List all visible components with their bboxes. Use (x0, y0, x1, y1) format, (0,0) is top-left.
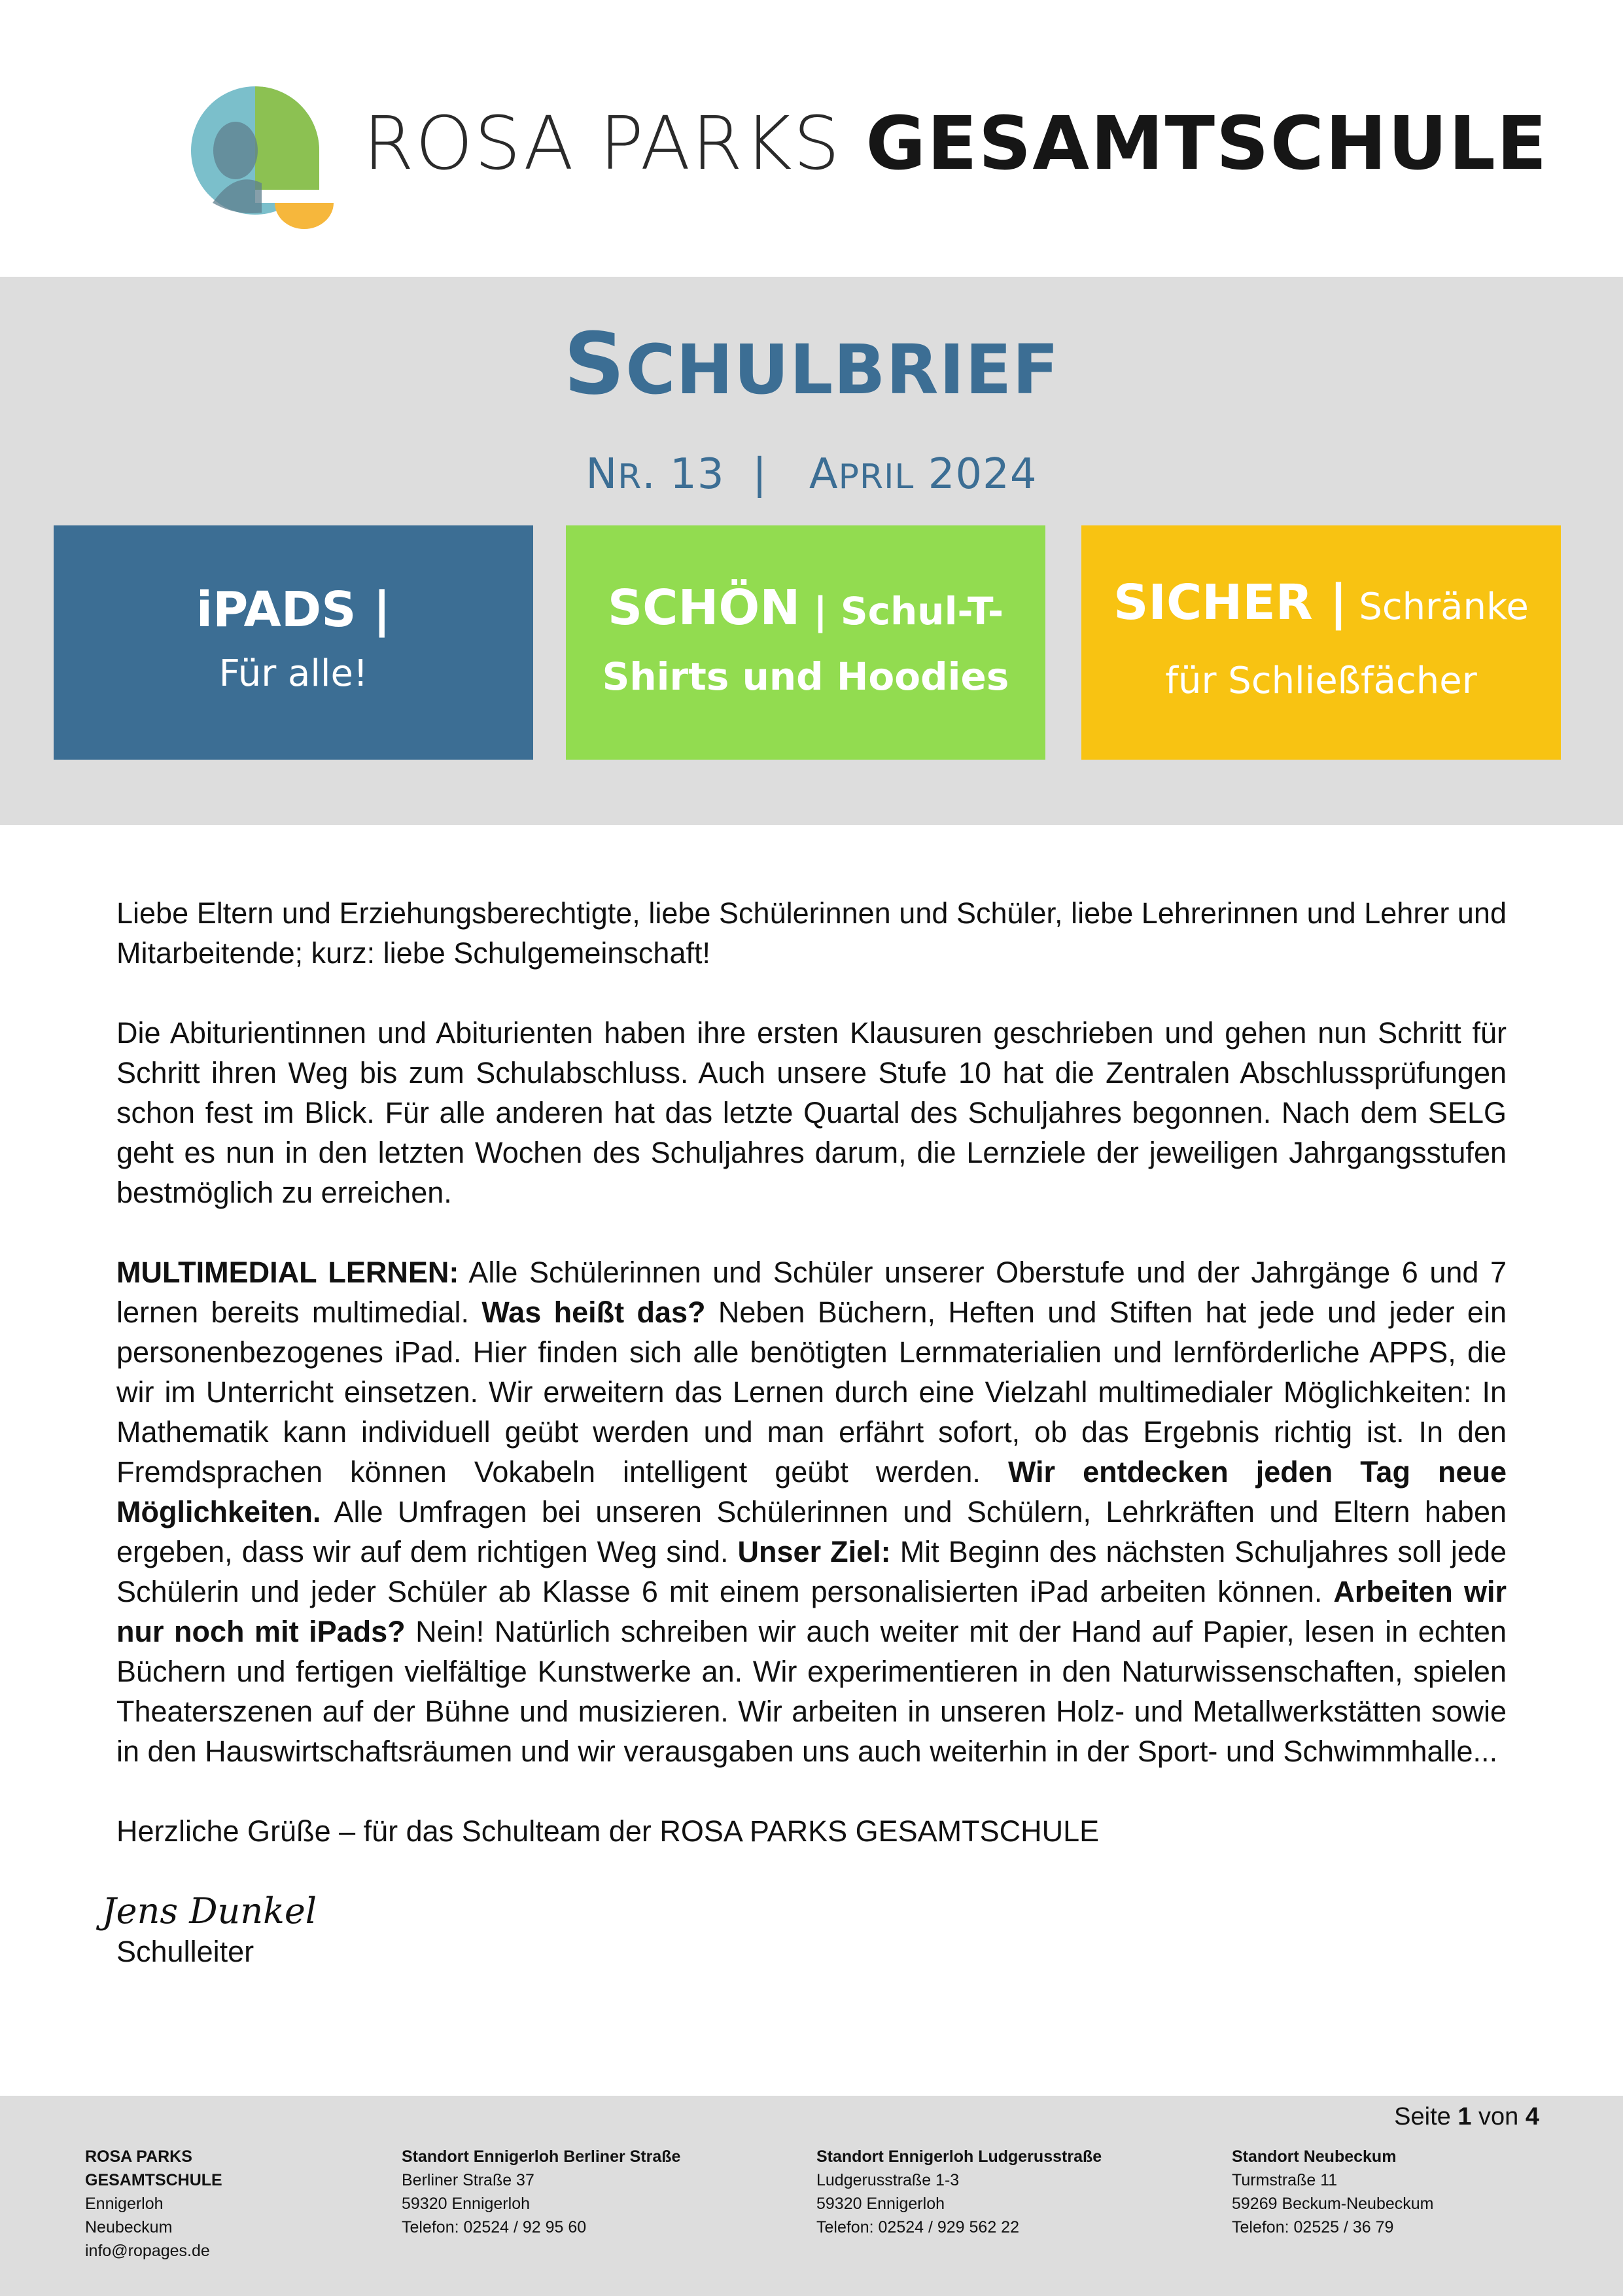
tile-sicher-text-a: Schränke (1347, 586, 1529, 628)
footer-school-name: GESAMTSCHULE (85, 2171, 222, 2189)
bold-run: Arbeiten wir nur noch mit iPads? (116, 1575, 1507, 1648)
footer-text: Berliner Straße 37 (402, 2171, 534, 2189)
bold-run: Was heißt das? (481, 1296, 706, 1329)
letter-body (102, 893, 1507, 2011)
footer-text: Ennigerloh (85, 2195, 164, 2213)
logo-wordmark (363, 101, 1548, 186)
tile-schoen-line1 (608, 576, 1003, 644)
page-current: 1 (1457, 2103, 1472, 2130)
salutation: Liebe Eltern und Erziehungsberechtigte, liebe Schülerinnen und Schüler, liebe Lehrerinnen und Lehrer und Mitarbeitende; kurz: liebe Schulgemeinschaft! (116, 896, 1507, 970)
text-run: Neben Büchern, Heften und Stiften hat jede und jeder ein personenbezogenes iPad. Hier finden sich alle benötigten Lernmaterialien und lernförderliche APPS, die wir im Unterricht einsetzen. Wir erweitern das Lernen durch eine Vielzahl multimedialer Möglichkeiten: In Mathematik kann individuell geübt werden und man erfährt sofort, ob das Ergebnis richtig ist. In den Fremdsprachen können Vokabeln intelligent geübt werden. (116, 1296, 1507, 1489)
page-title (0, 314, 1623, 414)
footer-phone: Telefon: 02524 / 929 562 22 (816, 2218, 1019, 2236)
issue-part: R (618, 457, 642, 497)
signature: Jens Dunkel (102, 1890, 317, 1932)
text-run: Nein! Natürlich schreiben wir auch weiter mit der Hand auf Papier, lesen in echten Büchern und fertigen vielfältige Kunstwerke an. Wir experimentieren in den Naturwissenschaften, spielen Theaterszenen auf der Bühne und musizieren. Wir arbeiten in unseren Holz- und Metallwerkstätten sowie in den Hauswirtschaftsräumen und wir verausgaben uns auch weiterhin in der Sport- und Schwimmhalle... (116, 1615, 1507, 1768)
footer-col-ludgerus (816, 2145, 1102, 2239)
tile-ipads (54, 525, 533, 760)
multimedia-paragraph (116, 1252, 1507, 1771)
tile-sicher-heading: SICHER | (1113, 574, 1348, 631)
issue-part: 2024 (914, 450, 1038, 499)
bold-run: Unser Ziel: (737, 1535, 891, 1568)
signer-role: Schulleiter (116, 1935, 254, 1968)
logo-mark-icon (190, 72, 347, 229)
page-number (1394, 2103, 1539, 2131)
tile-ipads-text: Für alle! (218, 652, 368, 695)
tile-sicher-line1 (1113, 571, 1529, 648)
multimedia-label: MULTIMEDIAL LERNEN: (116, 1256, 459, 1289)
footer-text: 59320 Ennigerloh (816, 2195, 945, 2213)
bold-run: Wir entdecken jeden Tag neue Möglichkeiten. (116, 1455, 1507, 1528)
tile-sicher-text-b: für Schließfächer (1165, 660, 1477, 702)
footer-heading: Standort Neubeckum (1232, 2147, 1397, 2166)
footer-school-name: ROSA PARKS (85, 2147, 192, 2166)
tile-sicher (1081, 525, 1561, 760)
tile-schoen-text-b: Shirts und Hoodies (602, 654, 1009, 699)
logo-text-light: ROSA PARKS (363, 101, 841, 186)
closing-greeting: Herzliche Grüße – für das Schulteam der ROSA PARKS GESAMTSCHULE (116, 1814, 1100, 1848)
tile-ipads-heading: iPADS | (196, 582, 391, 638)
issue-line (0, 450, 1623, 499)
footer-text: Ludgerusstraße 1-3 (816, 2171, 960, 2189)
footer-text: Neubeckum (85, 2218, 173, 2236)
footer-phone: Telefon: 02524 / 92 95 60 (402, 2218, 587, 2236)
footer-heading: Standort Ennigerloh Berliner Straße (402, 2147, 681, 2166)
page-text: von (1471, 2103, 1526, 2130)
school-logo (190, 72, 1548, 229)
tile-schoen-heading: SCHÖN (607, 579, 801, 636)
issue-part: . 13 | (642, 450, 809, 499)
page-text: Seite (1394, 2103, 1458, 2130)
footer-heading: Standort Ennigerloh Ludgerusstraße (816, 2147, 1102, 2166)
footer-col-neubeckum (1232, 2145, 1434, 2239)
logo-text-bold: GESAMTSCHULE (865, 101, 1548, 186)
tile-schoen-text-a: | Schul-T- (800, 588, 1004, 633)
title-initial: S (563, 314, 626, 414)
issue-part: PRIL (838, 457, 915, 497)
footer-col-school (85, 2145, 222, 2263)
footer-email[interactable]: info@ropages.de (85, 2242, 210, 2260)
footer-text: Turmstraße 11 (1232, 2171, 1338, 2189)
footer-text: 59320 Ennigerloh (402, 2195, 530, 2213)
text-run: Alle Umfragen bei unseren Schülerinnen und Schülern, Lehrkräften und Eltern haben ergeben, dass wir auf dem richtigen Weg sind. (116, 1495, 1507, 1568)
footer-text: 59269 Beckum-Neubeckum (1232, 2195, 1434, 2213)
footer-phone: Telefon: 02525 / 36 79 (1232, 2218, 1394, 2236)
tile-schoen (566, 525, 1045, 760)
text-run: Alle Schülerinnen und Schüler unserer Oberstufe und der Jahrgänge 6 und 7 lernen bereits multimedial. (116, 1256, 1507, 1329)
footer-col-berliner (402, 2145, 680, 2239)
title-rest: CHULBRIEF (625, 330, 1060, 410)
intro-paragraph: Die Abiturientinnen und Abiturienten haben ihre ersten Klausuren geschrieben und gehen nun Schritt für Schritt ihren Weg bis zum Schulabschluss. Auch unsere Stufe 10 hat die Zentralen Abschlussprüfungen schon fest im Blick. Für alle anderen hat das letzte Quartal des Schuljahres begonnen. Nach dem SELG geht es nun in den letzten Wochen des Schuljahres darum, die Lernziele der jeweiligen Jahrgangsstufen bestmöglich zu erreichen. (116, 1016, 1507, 1209)
issue-part: N (585, 450, 618, 499)
page-total: 4 (1525, 2103, 1539, 2130)
issue-part: A (809, 450, 839, 499)
text-run: Mit Beginn des nächsten Schuljahres soll jede Schülerin und jeder Schüler ab Klasse 6 mit einem personalisierten iPad arbeiten können. (116, 1535, 1507, 1608)
